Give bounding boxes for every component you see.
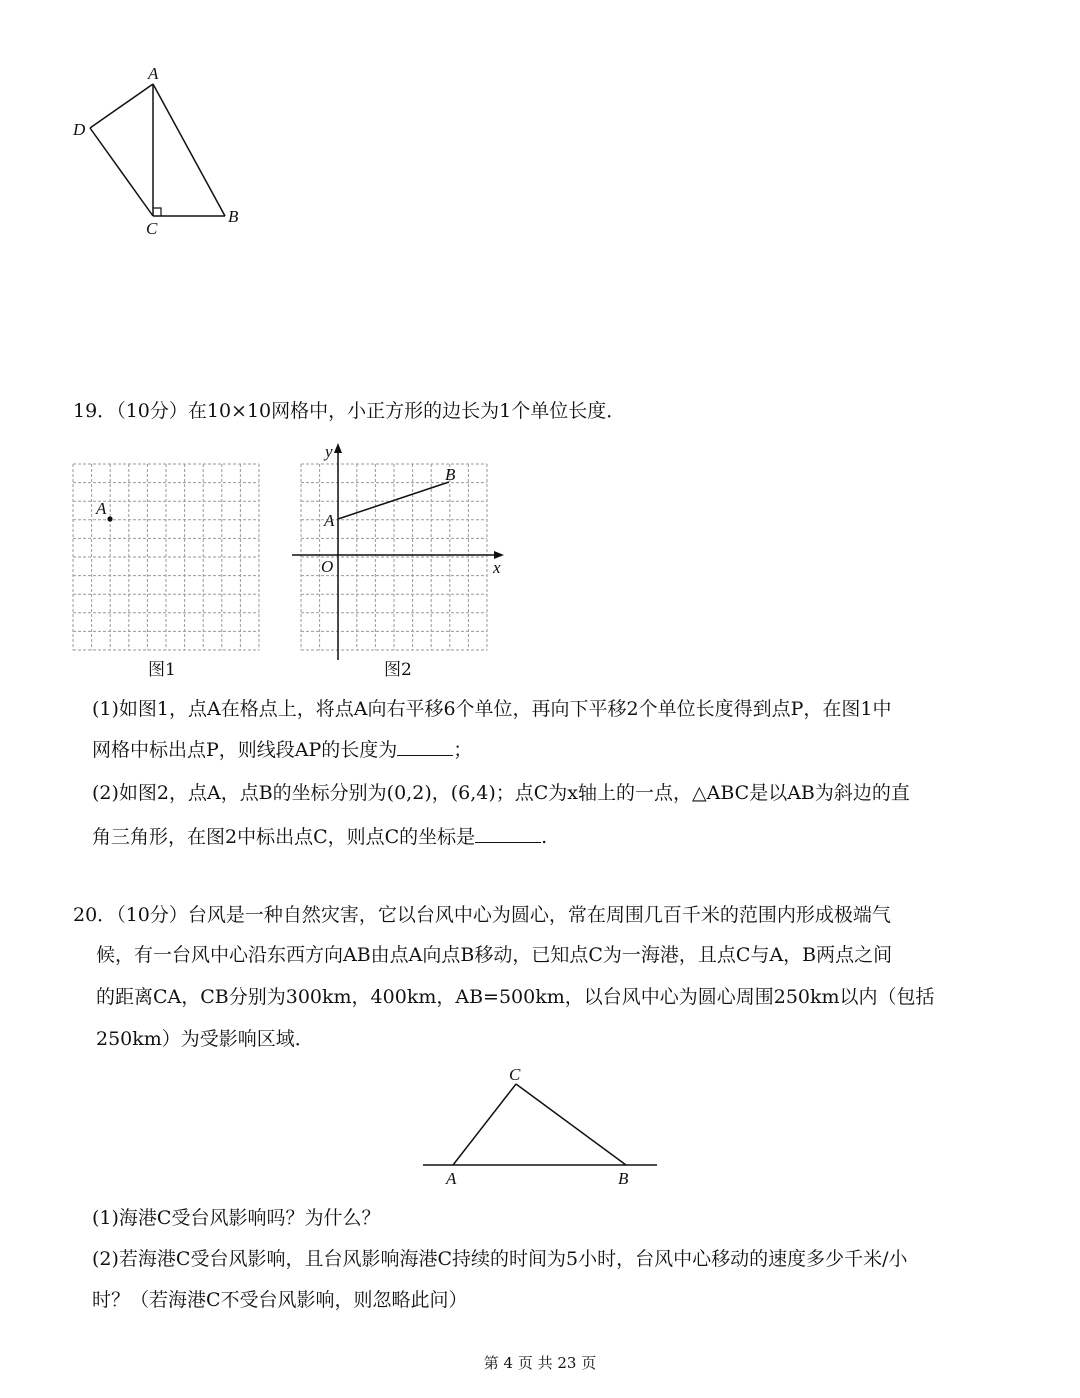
q20-figure-label-b: B xyxy=(618,1169,629,1188)
page-footer: 第 4 页 共 23 页 xyxy=(483,1354,597,1372)
top-figure-label-d: D xyxy=(73,120,86,139)
q19-fig2-caption: 图2 xyxy=(384,660,412,680)
q19-fig1-label-a: A xyxy=(96,499,107,518)
q19-part1-text: 网格中标出点P，则线段AP的长度为 xyxy=(92,739,398,761)
q19-fig2-label-a: A xyxy=(324,511,335,530)
q20-line3: 的距离CA，CB分别为300km，400km，AB=500km，以台风中心为圆心周围250km以内（包括 xyxy=(96,986,935,1008)
q20-text1: 台风是一种自然灾害，它以台风中心为圆心，常在周围几百千米的范围内形成极端气 xyxy=(187,904,891,926)
top-figure-label-c: C xyxy=(146,219,158,238)
q19-part2-text: 角三角形，在图2中标出点C，则点C的坐标是 xyxy=(92,826,476,848)
top-figure-label-b: B xyxy=(228,207,239,226)
q19-fig2-label-x: x xyxy=(493,558,501,577)
q19-fig1-caption: 图1 xyxy=(148,660,176,680)
q20-line4: 250km）为受影响区域． xyxy=(96,1028,314,1050)
q19-fig2-label-o: O xyxy=(321,557,334,576)
q19-number: 19． xyxy=(73,400,117,422)
top-figure-label-a: A xyxy=(148,64,159,83)
q20-part1: (1)海港C受台风影响吗？为什么？ xyxy=(92,1207,381,1229)
q19-part2-line1: (2)如图2，点A，点B的坐标分别为(0,2)，(6,4)；点C为x轴上的一点，△ABC是以AB为斜边的直 xyxy=(92,782,910,804)
q20-score: （10分） xyxy=(116,904,188,926)
q19-part1-end: ； xyxy=(453,739,473,761)
q19-score: （10分） xyxy=(116,400,188,422)
q19-part1-line1: (1)如图1，点A在格点上，将点A向右平移6个单位，再向下平移2个单位长度得到点P，在图1中 xyxy=(92,698,892,720)
q20-figure-label-a: A xyxy=(446,1169,457,1188)
q20-part2-line1: (2)若海港C受台风影响，且台风影响海港C持续的时间为5小时，台风中心移动的速度多少千米/小 xyxy=(92,1248,908,1270)
q20-line2: 候，有一台风中心沿东西方向AB由点A向点B移动，已知点C为一海港，且点C与A，B两点之间 xyxy=(96,944,893,966)
q20-number: 20． xyxy=(73,904,117,926)
q20-part2-line2: 时？（若海港C不受台风影响，则忽略此问） xyxy=(92,1289,468,1311)
q20-figure-label-c: C xyxy=(509,1065,521,1084)
q19-fig2-label-b: B xyxy=(445,465,456,484)
q19-fig2-label-y: y xyxy=(325,442,333,461)
q19-intro: 在10×10网格中，小正方形的边长为1个单位长度． xyxy=(187,400,626,422)
q19-part2-end: . xyxy=(541,826,548,848)
